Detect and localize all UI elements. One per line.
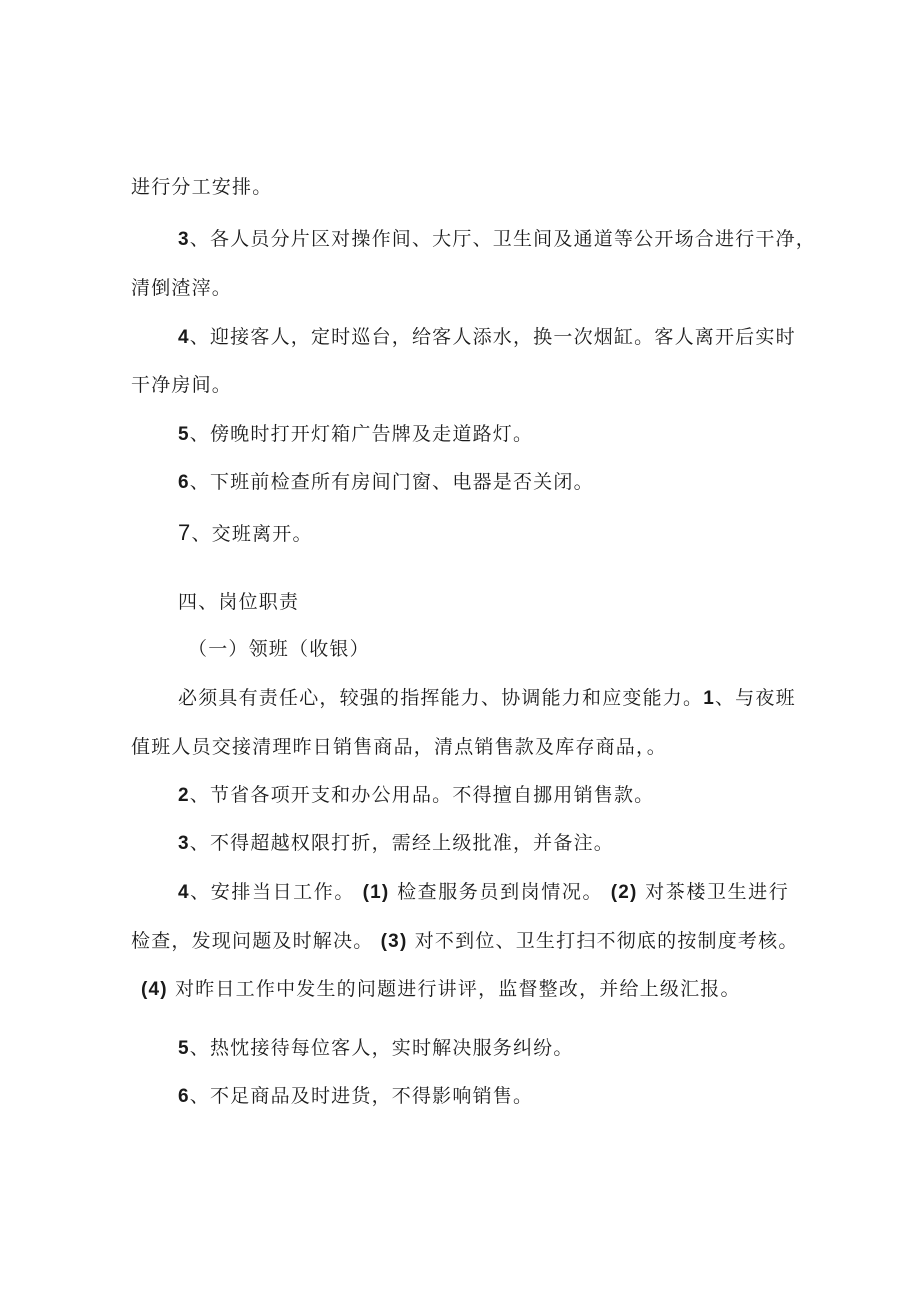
sub-item-number: (3) xyxy=(380,931,408,952)
line-text: 检查，发现问题及时解决。 xyxy=(131,930,374,952)
item-text: 、与夜班 xyxy=(714,687,796,709)
item-text: 、下班前检查所有房间门窗、电器是否关闭。 xyxy=(189,471,594,493)
subsection-heading xyxy=(188,636,370,662)
list-item-5 xyxy=(178,421,533,448)
item-number: 4 xyxy=(178,882,190,903)
item-number: 5 xyxy=(178,1038,190,1059)
item-text: 、不得超越权限打折，需经上级批准，并备注。 xyxy=(189,832,614,854)
list-item-4 xyxy=(178,324,796,351)
item-text: 、安排当日工作。 xyxy=(189,881,355,903)
subsection-title: （一）领班（收银） xyxy=(188,638,370,660)
paragraph-line xyxy=(131,174,272,200)
line-text: 进行分工安排。 xyxy=(131,176,273,198)
item-number: 3 xyxy=(178,229,190,250)
list-item-6 xyxy=(178,1083,533,1110)
item-number: 5 xyxy=(178,424,190,445)
sub-item-text: 检查服务员到岗情况。 xyxy=(397,881,604,903)
item-number: 7 xyxy=(178,520,192,545)
paragraph-line xyxy=(131,928,799,955)
list-item-4 xyxy=(178,879,789,906)
item-number: 2 xyxy=(178,785,190,806)
section-title: 四、岗位职责 xyxy=(178,591,300,613)
section-heading xyxy=(178,589,299,615)
list-item-3 xyxy=(178,830,614,857)
item-text: 、不足商品及时进货，不得影响销售。 xyxy=(189,1085,534,1107)
list-item-3 xyxy=(178,226,816,253)
item-text: 、交班离开。 xyxy=(191,523,313,545)
item-text: 、迎接客人，定时巡台，给客人添水，换一次烟缸。客人离开后实时 xyxy=(189,326,796,348)
item-number: 4 xyxy=(178,327,190,348)
paragraph-line xyxy=(178,685,796,712)
paragraph-line xyxy=(141,976,741,1003)
item-number: 6 xyxy=(178,1086,190,1107)
sub-item-number: (1) xyxy=(362,882,390,903)
item-number: 6 xyxy=(178,472,190,493)
list-item-7 xyxy=(178,520,313,547)
item-text: 、各人员分片区对操作间、大厅、卫生间及通道等公开场合进行干净， xyxy=(189,228,816,250)
line-text: 干净房间。 xyxy=(131,374,233,396)
item-text: 、热忱接待每位客人，实时解决服务纠纷。 xyxy=(189,1037,574,1059)
item-number: 3 xyxy=(178,833,190,854)
sub-item-number: (2) xyxy=(610,882,638,903)
line-text: 清倒渣滓。 xyxy=(131,277,233,299)
list-item-6 xyxy=(178,469,594,496)
paragraph-line xyxy=(131,275,232,301)
sub-item-text: 对不到位、卫生打扫不彻底的按制度考核。 xyxy=(414,930,799,952)
paragraph-line xyxy=(131,734,667,760)
line-text: 值班人员交接清理昨日销售商品，清点销售款及库存商品，。 xyxy=(131,736,667,758)
paragraph-line xyxy=(131,372,232,398)
list-item-5 xyxy=(178,1035,574,1062)
line-text: 必须具有责任心，较强的指挥能力、协调能力和应变能力。 xyxy=(178,687,704,709)
item-text: 、节省各项开支和办公用品。不得擅自挪用销售款。 xyxy=(189,784,655,806)
sub-item-number: (4) xyxy=(141,979,168,1000)
sub-item-text: 对茶楼卫生进行 xyxy=(645,881,789,903)
item-text: 、傍晚时打开灯箱广告牌及走道路灯。 xyxy=(189,423,534,445)
sub-item-text: 对昨日工作中发生的问题进行讲评，监督整改，并给上级汇报。 xyxy=(175,978,741,1000)
item-number: 1 xyxy=(703,688,715,709)
list-item-2 xyxy=(178,782,654,809)
